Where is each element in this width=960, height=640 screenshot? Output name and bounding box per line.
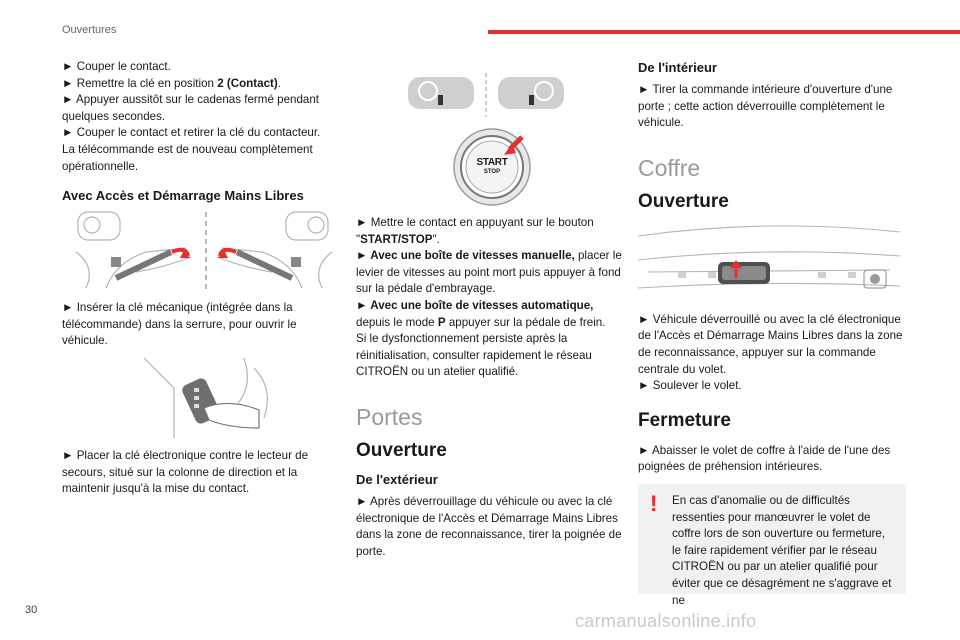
start-stop-button xyxy=(452,127,532,207)
heading-interieur: De l'intérieur xyxy=(638,60,717,75)
step-soulever-volet: ► Soulever le volet. xyxy=(638,379,742,393)
running-head: Ouvertures xyxy=(62,24,117,36)
warning-box xyxy=(638,484,906,607)
dysfunction-note: Si le dysfonctionnement persiste après la réinitialisation, consulter rapidement le réseau CITROËN ou un atelier qualifié. xyxy=(356,332,592,379)
step-abaisser-volet: ► Abaisser le volet de coffre à l'aide de l'une des poignées de préhension intérieures. xyxy=(638,443,891,474)
remote-status-text: La télécommande est de nouveau complètement opérationnelle. xyxy=(62,142,313,173)
header-red-bar xyxy=(488,30,960,34)
step-cadenas: ► Appuyer aussitôt sur le cadenas fermé pendant quelques secondes. xyxy=(62,93,320,123)
illustration-steering-columns xyxy=(406,73,566,117)
heading-ouverture-portes: Ouverture xyxy=(356,439,447,461)
heading-coffre: Coffre xyxy=(638,154,701,181)
warning-text: En cas d'anomalie ou de difficultés ressenties pour manœuvrer le volet de coffre lors de son ouverture ou fermeture, le faire rapidement vérifier par le réseau CITROËN ou par un atelier qualifié pour éviter que ce désagrément ne s'aggrave et ne xyxy=(672,493,892,607)
step-inserer-cle: ► Insérer la clé mécanique (intégrée dans la télécommande) dans la serrure, pour ouvrir le véhicule. xyxy=(62,301,297,348)
position-bold: 2 (Contact) xyxy=(217,76,278,90)
step-placer-cle: ► Placer la clé électronique contre le lecteur de secours, situé sur la colonne de direction et la maintenir jusqu'à la mise du contact. xyxy=(62,448,309,496)
heading-fermeture: Fermeture xyxy=(638,409,731,431)
step-interieur: ► Tirer la commande intérieure d'ouverture d'une porte ; cette action déverrouille complètement le véhicule. xyxy=(638,83,893,130)
step-start-stop: ► Mettre le contact en appuyant sur le bouton "START/STOP". xyxy=(356,216,594,246)
illustration-door-key xyxy=(76,212,336,290)
column-1 xyxy=(62,59,340,498)
step-retirer-cle: ► Couper le contact et retirer la clé du contacteur. xyxy=(62,126,321,140)
stop-label: STOP xyxy=(483,169,501,175)
column-2 xyxy=(356,59,624,560)
illustration-steering-reader xyxy=(134,358,284,438)
heading-ouverture-coffre: Ouverture xyxy=(638,190,729,212)
heading-keyless: Avec Accès et Démarrage Mains Libres xyxy=(62,188,304,204)
step-auto-gearbox: ► Avec une boîte de vitesses automatique, depuis le mode P appuyer sur la pédale de frein. xyxy=(356,298,606,329)
start-label: START xyxy=(476,157,508,168)
column-3 xyxy=(638,59,906,607)
step-exterieur: ► Après déverrouillage du véhicule ou avec la clé électronique de l'Accès et Démarrage Mains Libres dans la zone de reconnaissance, tirer la poignée de porte. xyxy=(356,494,622,558)
heading-portes: Portes xyxy=(356,403,423,430)
watermark-text: carmanualsonline.info xyxy=(575,611,757,631)
exclamation-icon: ! xyxy=(650,490,658,516)
step-commande-volet: ► Véhicule déverrouillé ou avec la clé électronique de l'Accès et Démarrage Mains Libres dans la zone de reconnaissance, appuyer sur la commande centrale du volet. xyxy=(638,312,903,376)
step-manual-gearbox: ► Avec une boîte de vitesses manuelle, placer le levier de vitesses au point mort puis appuyer à fond sur la pédale d'embrayage. xyxy=(356,249,622,296)
page-number: 30 xyxy=(25,604,38,616)
heading-exterieur: De l'extérieur xyxy=(356,471,438,487)
step-remettre-cle: ► Remettre la clé en position 2 (Contact). xyxy=(62,76,281,90)
step-couper-contact: ► Couper le contact. xyxy=(62,60,171,73)
illustration-tailgate xyxy=(638,222,900,302)
